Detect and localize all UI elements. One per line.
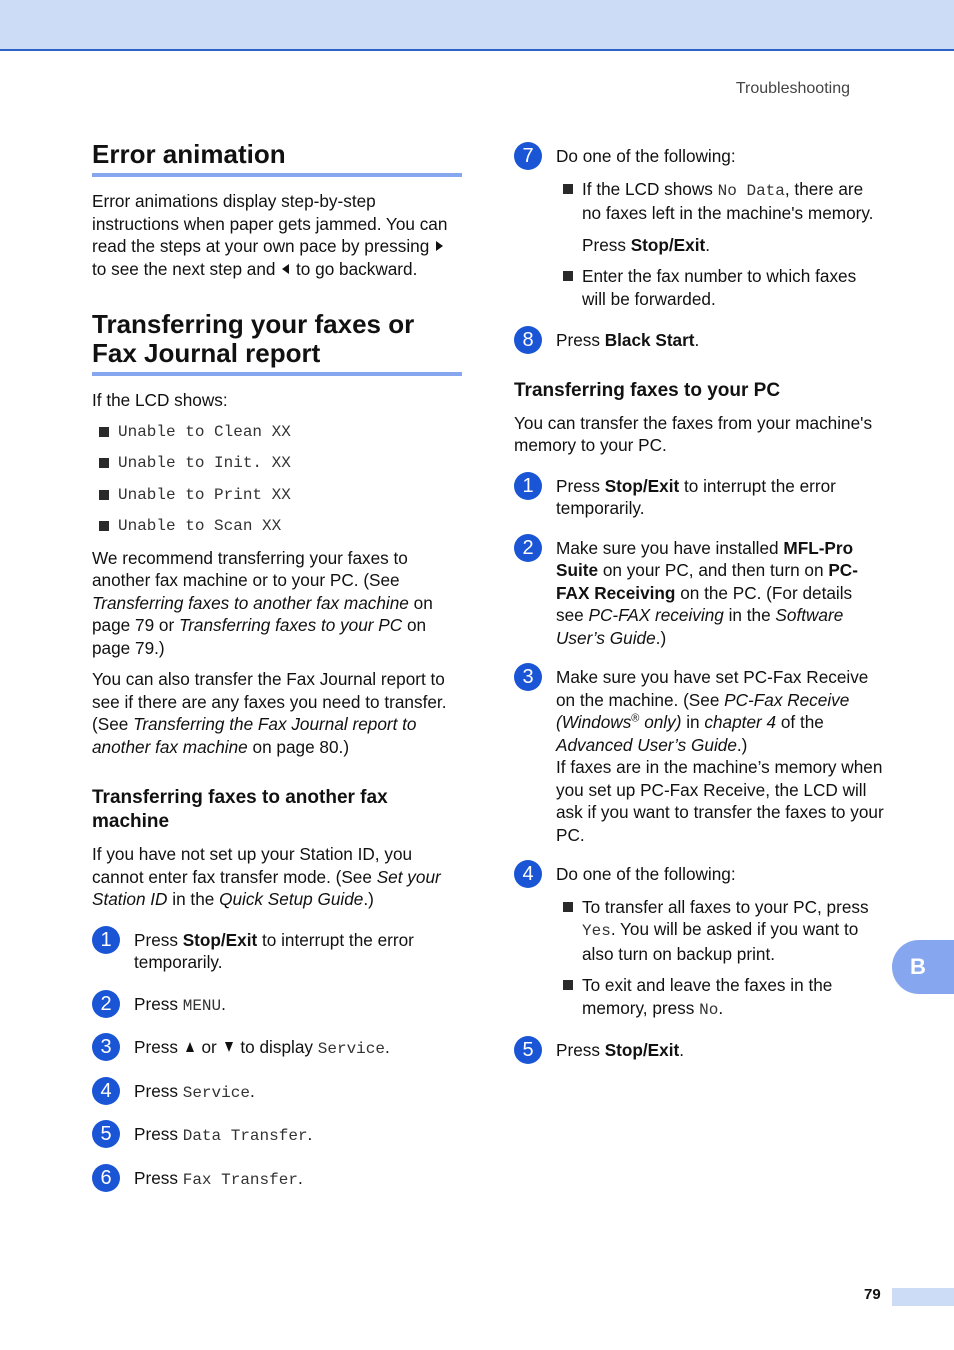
running-head: Troubleshooting bbox=[735, 80, 850, 97]
left-arrow-icon bbox=[282, 264, 289, 274]
step-item: 5 Press Data Transfer. bbox=[92, 1123, 462, 1148]
step-number-badge: 4 bbox=[92, 1077, 120, 1105]
to-pc-intro: You can transfer the faxes from your machine's memory to your PC. bbox=[514, 412, 873, 455]
xref-another-fax: Transferring faxes to another fax machine bbox=[92, 592, 409, 613]
journal-paragraph: You can also transfer the Fax Journal report to see if there are any faxes you need to transfer. (See Transferring the Fax Journal report to another fax machine on page 80.) bbox=[92, 669, 447, 757]
step-number-badge: 7 bbox=[514, 142, 542, 170]
to-pc-heading: Transferring faxes to your PC bbox=[514, 379, 781, 401]
list-item: Enter the fax number to which faxes will be forwarded. bbox=[556, 265, 884, 310]
right-arrow-icon bbox=[436, 241, 443, 251]
step-number-badge: 8 bbox=[514, 326, 542, 354]
list-item: To transfer all faxes to your PC, press Yes. You will be asked if you want to also turn on backup print. bbox=[556, 896, 884, 966]
step-number-badge: 5 bbox=[92, 1120, 120, 1148]
lcd-intro: If the LCD shows: bbox=[92, 390, 228, 410]
step-number-badge: 3 bbox=[514, 663, 542, 691]
step-number-badge: 3 bbox=[92, 1033, 120, 1061]
error-animation-text: Error animations display step-by-step instructions when paper gets jammed. You can read the steps at your own pace by pressing to see the next step and to go backward. bbox=[92, 191, 448, 279]
up-arrow-icon bbox=[186, 1042, 194, 1052]
step-number-badge: 1 bbox=[92, 926, 120, 954]
list-item: Unable to Clean XX bbox=[92, 421, 462, 444]
step-item: 2 Make sure you have installed MFL-Pro Suite on your PC, and then turn on PC-FAX Receiving on the PC. (For details see PC-FAX receiving in the Software User’s Guide.) bbox=[514, 537, 884, 650]
step-item: 6 Press Fax Transfer. bbox=[92, 1167, 462, 1192]
page-number: 79 bbox=[864, 1286, 881, 1303]
list-item: Unable to Init. XX bbox=[92, 452, 462, 475]
transfer-heading: Transferring your faxes or Fax Journal report bbox=[92, 310, 462, 376]
chapter-tab: B bbox=[892, 940, 954, 994]
list-item: If the LCD shows No Data, there are no faxes left in the machine's memory. bbox=[556, 178, 884, 225]
step-number-badge: 1 bbox=[514, 472, 542, 500]
step-item: 3 Press or to display Service. bbox=[92, 1036, 462, 1061]
step-number-badge: 2 bbox=[92, 990, 120, 1018]
step-item: 3 Make sure you have set PC-Fax Receive on the machine. (See PC-Fax Receive (Windows® only) in chapter 4 of the Advanced User’s Guide.) If faxes are in the machine’s memory when you set up PC-Fax Receive, the LCD will ask if you want to transfer the faxes to your PC. bbox=[514, 666, 884, 846]
step-item: 1 Press Stop/Exit to interrupt the error temporarily. bbox=[92, 929, 462, 974]
step-item: 5 Press Stop/Exit. bbox=[514, 1039, 884, 1062]
step-item: 1 Press Stop/Exit to interrupt the error temporarily. bbox=[514, 475, 884, 520]
xref-journal: Transferring the Fax Journal report to another fax machine bbox=[92, 714, 417, 757]
right-column bbox=[514, 140, 884, 1062]
step-number-badge: 2 bbox=[514, 534, 542, 562]
press-stop-exit: Press Stop/Exit. bbox=[582, 234, 710, 255]
step-item: 2 Press MENU. bbox=[92, 993, 462, 1018]
memory-note: If faxes are in the machine’s memory when you set up PC-Fax Receive, the LCD will ask if you want to transfer the faxes to your PC. bbox=[556, 757, 884, 845]
lcd-message-list bbox=[92, 421, 462, 538]
step-item: 8 Press Black Start. bbox=[514, 329, 884, 352]
step-number-badge: 4 bbox=[514, 860, 542, 888]
xref-to-pc: Transferring faxes to your PC bbox=[178, 615, 403, 635]
recommend-paragraph: We recommend transferring your faxes to another fax machine or to your PC. (See Transferring faxes to another fax machine on page 79 or Transferring faxes to your PC on page 79.) bbox=[92, 547, 433, 658]
header-band bbox=[0, 0, 954, 51]
step-item: 4 Press Service. bbox=[92, 1080, 462, 1105]
step-number-badge: 6 bbox=[92, 1164, 120, 1192]
step-number-badge: 5 bbox=[514, 1036, 542, 1064]
error-animation-heading: Error animation bbox=[92, 140, 462, 177]
down-arrow-icon bbox=[225, 1042, 233, 1052]
another-fax-heading: Transferring faxes to another fax machine bbox=[92, 787, 388, 832]
step-item: 7 Do one of the following: If the LCD shows No Data, there are no faxes left in the machine's memory. Press Stop/Exit. Enter the fax number to which faxes will be forwarded. bbox=[514, 145, 884, 310]
list-item: Unable to Scan XX bbox=[92, 515, 462, 538]
footer-band bbox=[892, 1288, 954, 1306]
list-item: Unable to Print XX bbox=[92, 484, 462, 507]
step-item: 4 Do one of the following: To transfer all faxes to your PC, press Yes. You will be asked if you want to also turn on backup print. To exit and leave the faxes in the memory, press No. bbox=[514, 863, 884, 1021]
left-column bbox=[92, 140, 462, 1191]
list-item: To exit and leave the faxes in the memory, press No. bbox=[556, 974, 884, 1021]
station-id-paragraph: If you have not set up your Station ID, you cannot enter fax transfer mode. (See Set your Station ID in the Quick Setup Guide.) bbox=[92, 844, 441, 909]
